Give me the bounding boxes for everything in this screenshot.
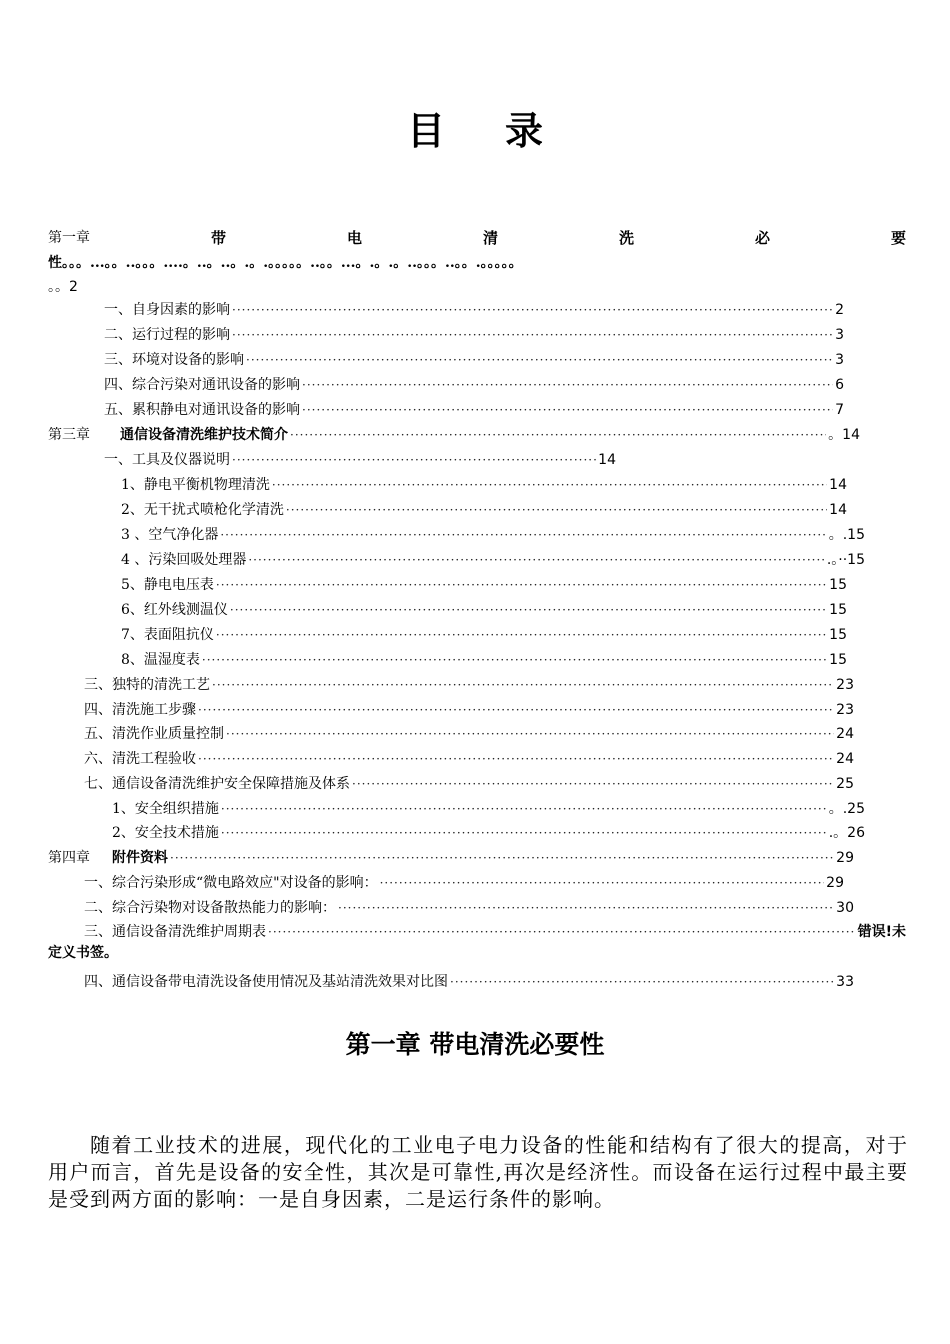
toc-title-char-1: 目 (406, 108, 445, 153)
toc-entry-label: 2、安全技术措施 (112, 825, 219, 841)
toc-leader-dots (202, 649, 827, 671)
toc-entry-label: 4 、污染回吸处理器 (121, 552, 247, 568)
toc-chapter1-page: 。。2 (48, 279, 78, 295)
toc-leader-dots (221, 822, 827, 844)
toc-entry[interactable] (104, 449, 616, 471)
toc-entry-page: 14 (829, 477, 847, 493)
toc-chapter1-char: 必 (754, 229, 770, 247)
toc-entry[interactable] (112, 798, 865, 820)
toc-entry[interactable] (112, 822, 865, 844)
toc-entry-label: 一、综合污染形成“微电路效应"对设备的影响： (84, 875, 378, 891)
toc-entry-label: 六、清洗工程验收 (84, 751, 196, 767)
toc-entry-label: 3 、空气净化器 (121, 527, 219, 543)
toc-entry-label: 二、运行过程的影响 (104, 327, 230, 343)
toc-entry-label: 一、自身因素的影响 (104, 302, 230, 318)
toc-leader-dots (198, 748, 834, 770)
toc-chapter1-char: 清 (482, 229, 498, 247)
toc-leader-dots (232, 324, 833, 346)
toc-chapter-label: 第三章 (48, 427, 90, 443)
toc-entry-page: 3 (835, 352, 844, 368)
toc-leader-dots (338, 897, 834, 919)
toc-entry-page: 15 (829, 652, 847, 668)
toc-entry[interactable] (121, 474, 847, 496)
toc-leader-dots (212, 674, 834, 696)
toc-entry-label: 三、环境对设备的影响 (104, 352, 244, 368)
toc-entry-page: .。26 (828, 825, 865, 841)
toc-chapter1-char: 电 (346, 229, 362, 247)
toc-entry-page: 6 (835, 377, 844, 393)
toc-entry-page: 。.15 (828, 527, 865, 543)
toc-leader-dots (230, 599, 827, 621)
toc-entry-label: 三、独特的清洗工艺 (84, 677, 210, 693)
toc-leader-dots (246, 349, 833, 371)
toc-entry-page: 29 (836, 850, 854, 866)
toc-entry[interactable] (84, 748, 854, 770)
toc-leader-dots (352, 773, 834, 795)
toc-entry-label: 1、静电平衡机物理清洗 (121, 477, 270, 493)
toc-entry-page: 15 (829, 627, 847, 643)
toc-leader-dots (290, 424, 826, 446)
toc-entry[interactable] (84, 723, 854, 745)
toc-entry[interactable] (84, 872, 844, 894)
toc-leader-dots (268, 921, 856, 943)
toc-entry-label: 二、综合污染物对设备散热能力的影响： (84, 900, 336, 916)
toc-leader-dots (450, 971, 834, 993)
toc-leader-dots (232, 449, 596, 471)
toc-entry-label: 2、无干扰式喷枪化学清洗 (121, 502, 284, 518)
toc-entry[interactable] (121, 549, 865, 571)
toc-entry[interactable] (121, 624, 847, 646)
toc-entry-page: 7 (835, 402, 844, 418)
toc-leader-dots (232, 299, 833, 321)
toc-entry-page: 2 (835, 302, 844, 318)
toc-entry-label: 8、温湿度表 (121, 652, 200, 668)
toc-chapter1-label: 第一章 (48, 230, 90, 246)
toc-entry[interactable] (121, 649, 847, 671)
toc-entry-page: 14 (829, 502, 847, 518)
toc-entry-label: 五、累积静电对通讯设备的影响 (104, 402, 300, 418)
toc-leader-dots (286, 499, 827, 521)
toc-entry[interactable] (84, 699, 854, 721)
toc-entry-label: 一、工具及仪器说明 (104, 452, 230, 468)
toc-leader-dots (198, 699, 834, 721)
toc-entry[interactable] (84, 674, 854, 696)
toc-entry-page: 30 (836, 900, 854, 916)
toc-entry[interactable] (104, 399, 844, 421)
toc-entry-page: 23 (836, 677, 854, 693)
toc-leader-dots (216, 574, 827, 596)
toc-entry-label: 通信设备清洗维护技术简介 (120, 427, 288, 443)
toc-leader-dots (221, 798, 827, 820)
chapter-heading: 第一章 带电清洗必要性 (345, 1030, 605, 1059)
toc-entry-page: 错误!未 (857, 924, 906, 940)
toc-leader-dots (170, 847, 834, 869)
toc-entry[interactable] (104, 349, 844, 371)
toc-chapter1-char: 带 (210, 229, 226, 247)
toc-chapter1-continuation: 性。。。...。。..。。。....。..。..。.。.。。。。。..。。...。.。.。..。。。..。。.。。。。。 (48, 255, 523, 271)
toc-chapter1-char: 洗 (618, 229, 634, 247)
toc-entry-page: .。··15 (826, 552, 865, 568)
toc-entry-page: 23 (836, 702, 854, 718)
toc-entry-page: 25 (836, 776, 854, 792)
toc-leader-dots (302, 374, 833, 396)
toc-leader-dots (248, 549, 824, 571)
toc-leader-dots (380, 872, 825, 894)
toc-entry-page: 15 (829, 577, 847, 593)
toc-entry-label: 四、通信设备带电清洗设备使用情况及基站清洗效果对比图 (84, 974, 448, 990)
toc-entry-page: 24 (836, 751, 854, 767)
toc-entry[interactable] (104, 374, 844, 396)
toc-leader-dots (302, 399, 833, 421)
toc-chapter1-line[interactable] (48, 227, 906, 249)
toc-entry-page: 29 (826, 875, 844, 891)
toc-leader-dots (272, 474, 827, 496)
toc-entry-label: 7、表面阻抗仪 (121, 627, 214, 643)
toc-leader-dots (216, 624, 827, 646)
toc-entry-page: 。.25 (828, 801, 865, 817)
toc-entry-label: 三、通信设备清洗维护周期表 (84, 924, 266, 940)
toc-entry[interactable] (104, 299, 844, 321)
body-paragraph: 随着工业技术的进展，现代化的工业电子电力设备的性能和结构有了很大的提高，对于用户而言，首先是设备的安全性，其次是可靠性,再次是经济性。而设备在运行过程中最主要是受到两方面的影响：一是自身因素，二是运行条件的影响。 (48, 1133, 908, 1211)
toc-title (0, 100, 950, 155)
toc-entry-label: 七、通信设备清洗维护安全保障措施及体系 (84, 776, 350, 792)
toc-entry-page: 15 (829, 602, 847, 618)
toc-entry[interactable] (84, 773, 854, 795)
toc-leader-dots (226, 723, 834, 745)
toc-entry[interactable] (121, 599, 847, 621)
toc-entry-page: 14 (598, 452, 616, 468)
toc-entry-page: 33 (836, 974, 854, 990)
toc-entry-label: 6、红外线测温仪 (121, 602, 228, 618)
toc-entry-page: 24 (836, 726, 854, 742)
toc-chapter-label: 第四章 (48, 850, 90, 866)
toc-entry-page: 3 (835, 327, 844, 343)
toc-chapter-entry[interactable] (48, 847, 854, 869)
toc-entry[interactable] (121, 524, 865, 546)
toc-entry-label: 附件资料 (112, 850, 168, 866)
toc-chapter1-char: 要 (890, 229, 906, 247)
toc-chapter-entry[interactable] (48, 424, 860, 446)
toc-entry[interactable] (121, 574, 847, 596)
toc-entry[interactable] (121, 499, 847, 521)
toc-entry-page: 。14 (828, 427, 860, 443)
toc-entry-label: 5、静电电压表 (121, 577, 214, 593)
toc-entry[interactable] (84, 897, 854, 919)
toc-error-tail: 定义书签。 (48, 945, 118, 961)
toc-entry-label: 1、安全组织措施 (112, 801, 219, 817)
toc-leader-dots (220, 524, 826, 546)
toc-entry-label: 四、综合污染对通讯设备的影响 (104, 377, 300, 393)
toc-entry[interactable] (84, 921, 906, 943)
toc-entry-label: 四、清洗施工步骤 (84, 702, 196, 718)
toc-entry[interactable] (104, 324, 844, 346)
toc-title-char-2: 录 (505, 108, 544, 153)
toc-entry-label: 五、清洗作业质量控制 (84, 726, 224, 742)
toc-entry[interactable] (84, 971, 854, 993)
